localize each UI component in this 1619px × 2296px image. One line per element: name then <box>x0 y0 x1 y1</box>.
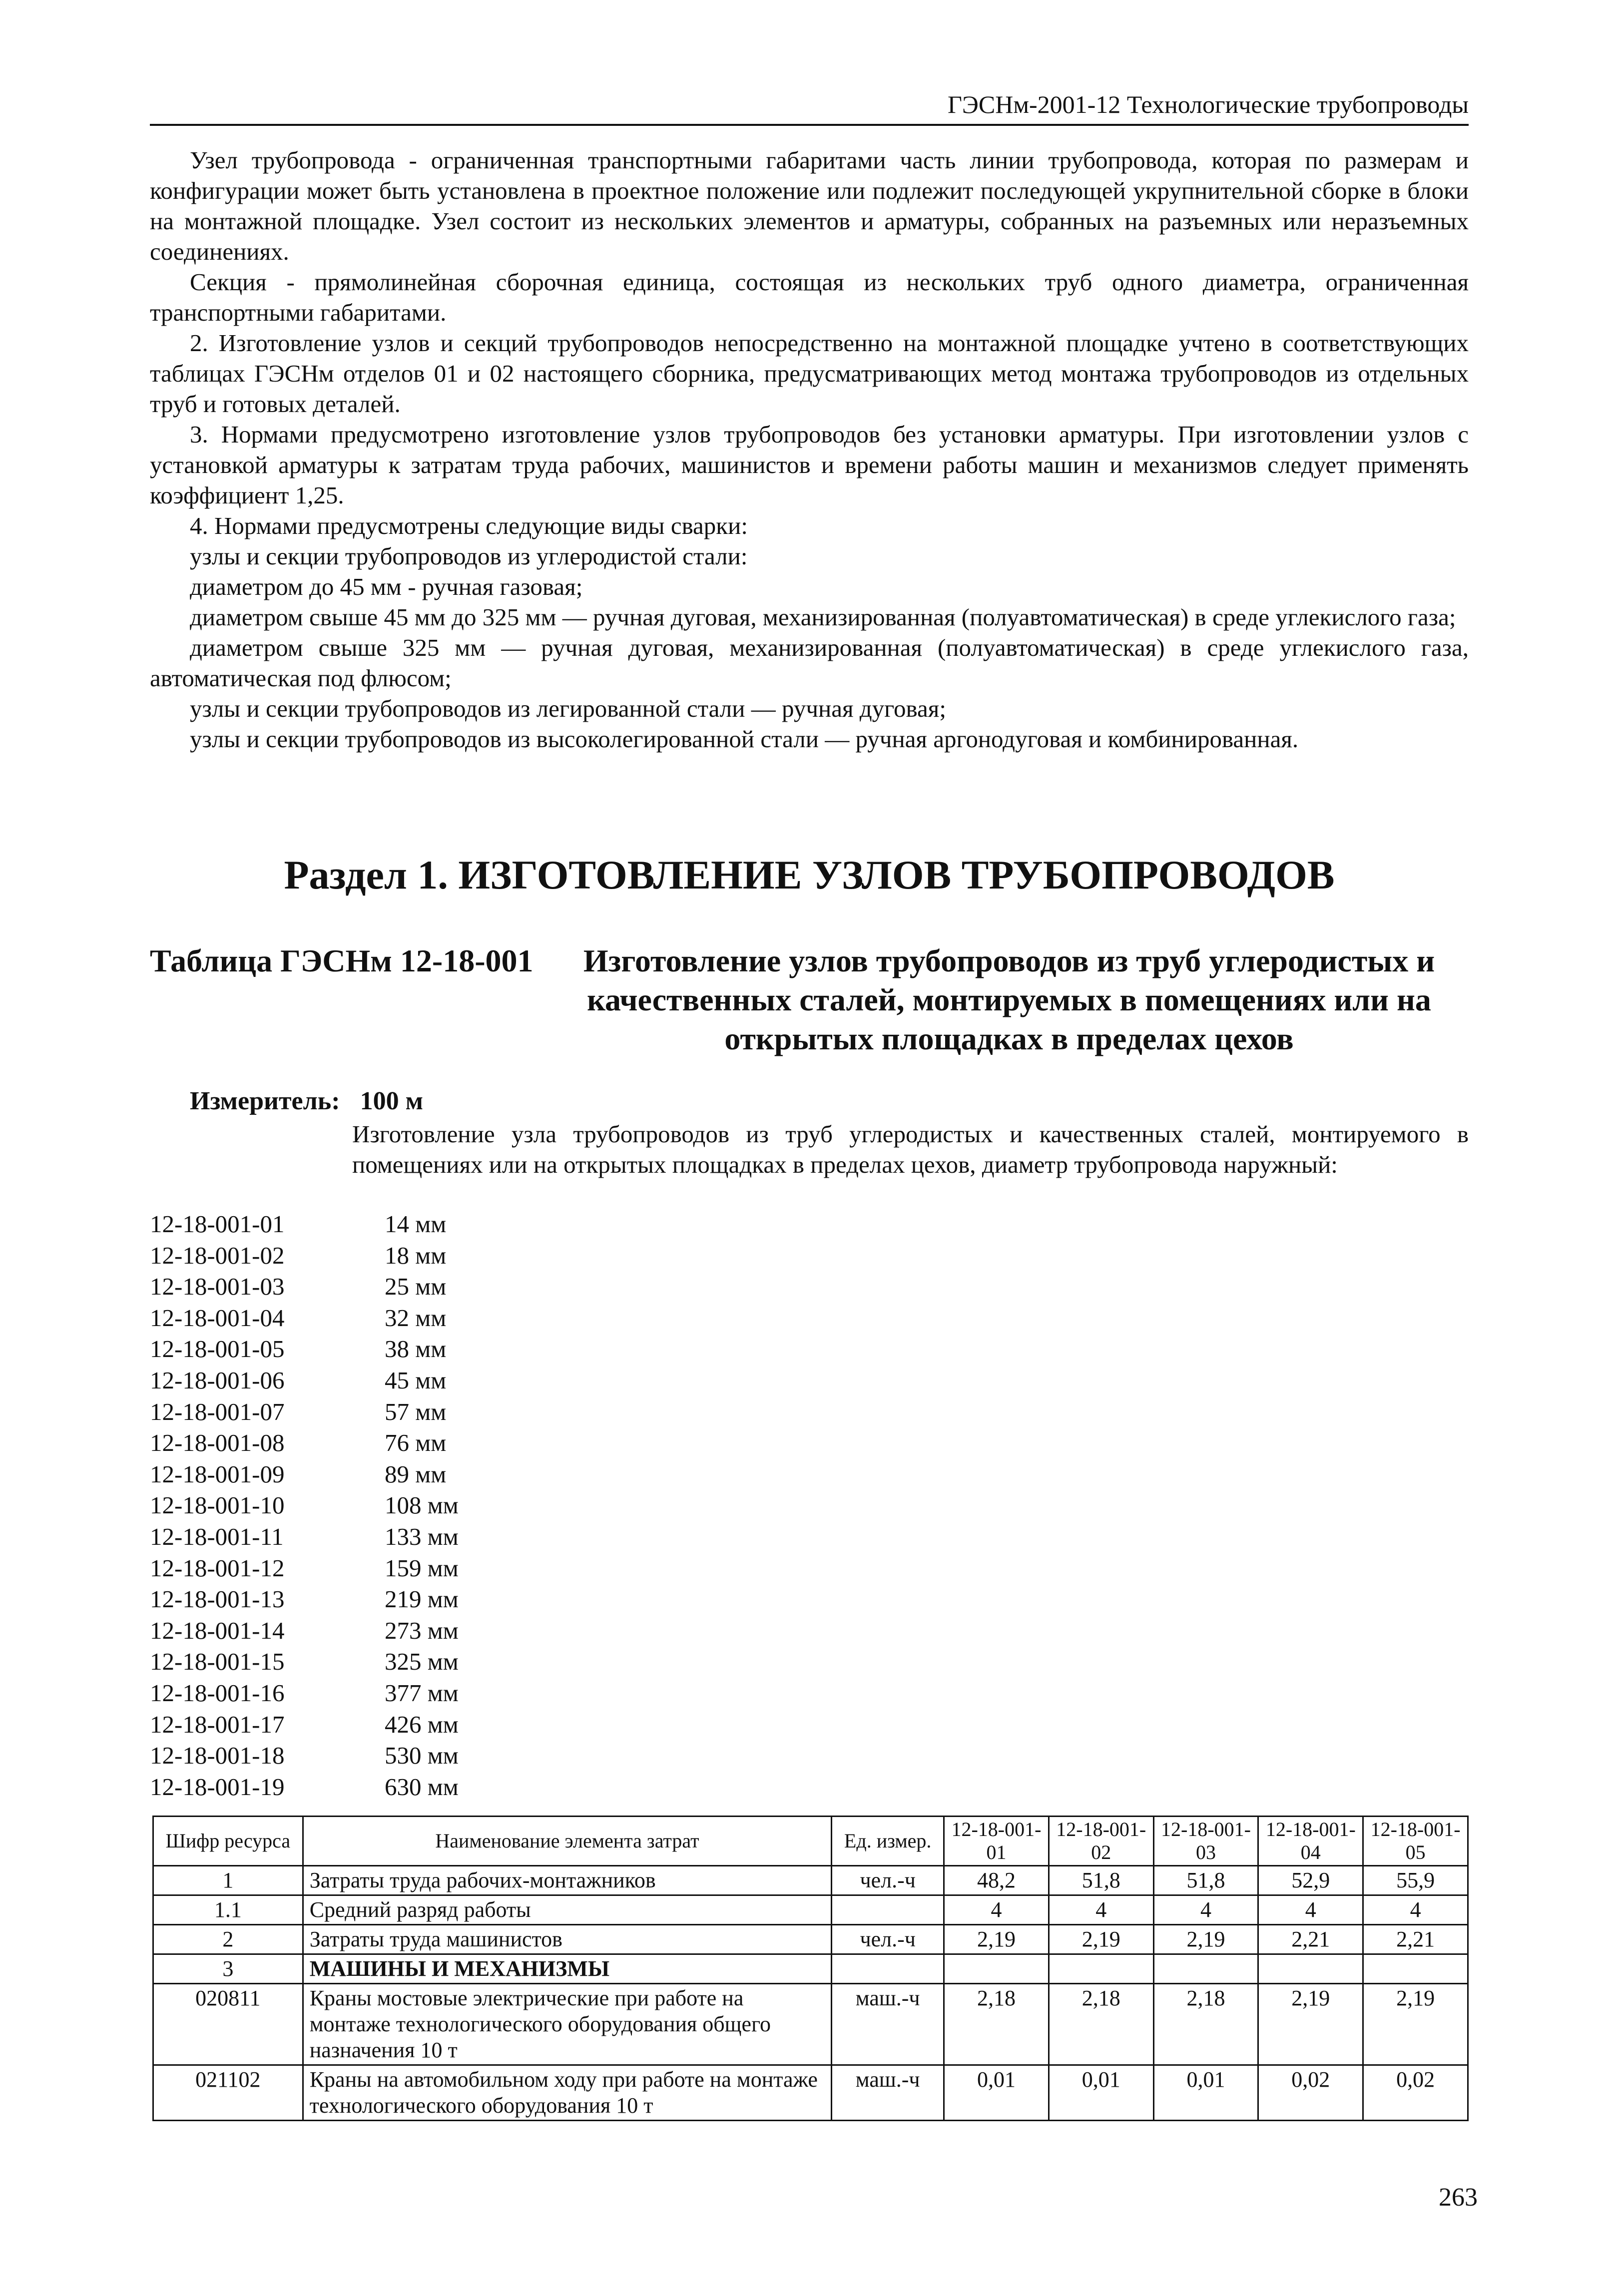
table-row <box>153 1984 1468 2065</box>
code-diameter: 57 мм <box>385 1397 447 1425</box>
cell-value: 2,19 <box>1258 1984 1363 2065</box>
table-row <box>153 1866 1468 1895</box>
header-title: ГЭСНм-2001-12 Технологические трубопроводы <box>947 90 1469 118</box>
code-diameter: 14 мм <box>385 1210 447 1238</box>
code-diameter: 32 мм <box>385 1304 447 1332</box>
code-row <box>150 1209 459 1240</box>
code-id: 12-18-001-10 <box>150 1491 285 1519</box>
code-row <box>150 1271 459 1303</box>
cell-value <box>944 1954 1049 1984</box>
cell-name: Краны на автомобильном ходу при работе на монтаже технологического оборудования 10 т <box>303 2065 832 2121</box>
cell-value: 4 <box>1258 1895 1363 1925</box>
code-diameter: 426 мм <box>385 1710 459 1738</box>
cell-unit <box>832 1954 944 1984</box>
code-diameter: 108 мм <box>385 1491 459 1519</box>
code-row <box>150 1584 459 1615</box>
code-diameter: 273 мм <box>385 1616 459 1644</box>
code-row <box>150 1459 459 1490</box>
table-title-line: качественных сталей, монтируемых в помещениях или на <box>587 982 1431 1017</box>
cell-value: 4 <box>1363 1895 1468 1925</box>
cell-code: 2 <box>153 1925 303 1954</box>
cell-name: Средний разряд работы <box>303 1895 832 1925</box>
code-list <box>150 1209 459 1803</box>
code-diameter: 45 мм <box>385 1366 447 1394</box>
code-row <box>150 1240 459 1272</box>
cell-value: 2,19 <box>1153 1925 1258 1954</box>
measure-value: 100 м <box>360 1087 424 1115</box>
cell-code: 1.1 <box>153 1895 303 1925</box>
cell-code: 020811 <box>153 1984 303 2065</box>
code-id: 12-18-001-02 <box>150 1241 285 1269</box>
table-row <box>153 1895 1468 1925</box>
table-title-line: открытых площадках в пределах цехов <box>724 1021 1294 1056</box>
paragraph: узлы и секции трубопроводов из легированной стали — ручная дуговая; <box>190 695 946 722</box>
header-col: 12-18-001-05 <box>1363 1817 1468 1866</box>
paragraph: 4. Нормами предусмотрены следующие виды сварки: <box>190 512 748 539</box>
page-number: 263 <box>1439 2183 1478 2212</box>
code-id: 12-18-001-06 <box>150 1366 285 1394</box>
header-col: 12-18-001-04 <box>1258 1817 1363 1866</box>
paragraph: 3. Нормами предусмотрено изготовление узлов трубопроводов без установки арматуры. При изготовлении узлов с установкой арматуры к затратам труда рабочих, машинистов и времени работы машин и механизмов следует применять коэффициент 1,25. <box>150 421 1469 509</box>
code-id: 12-18-001-11 <box>150 1522 284 1550</box>
code-id: 12-18-001-03 <box>150 1273 285 1301</box>
code-diameter: 159 мм <box>385 1554 459 1582</box>
cell-value: 2,18 <box>944 1984 1049 2065</box>
code-id: 12-18-001-07 <box>150 1397 285 1425</box>
code-diameter: 219 мм <box>385 1585 459 1613</box>
code-diameter: 76 мм <box>385 1429 447 1457</box>
cell-value: 51,8 <box>1049 1866 1153 1895</box>
code-diameter: 630 мм <box>385 1773 459 1801</box>
table-row <box>153 2065 1468 2121</box>
cell-name: Краны мостовые электрические при работе на монтаже технологического оборудования общего назначения 10 т <box>303 1984 832 2065</box>
code-id: 12-18-001-19 <box>150 1773 285 1801</box>
code-id: 12-18-001-16 <box>150 1679 285 1707</box>
code-diameter: 18 мм <box>385 1241 447 1269</box>
work-description: Изготовление узла трубопроводов из труб углеродистых и качественных сталей, монтируемого в помещениях или на открытых площадках в пределах цехов, диаметр трубопровода наружный: <box>352 1120 1469 1178</box>
code-id: 12-18-001-04 <box>150 1304 285 1332</box>
code-row <box>150 1490 459 1521</box>
cell-value: 4 <box>1153 1895 1258 1925</box>
cell-name: Затраты труда машинистов <box>303 1925 832 1954</box>
paragraph: узлы и секции трубопроводов из высоколегированной стали — ручная аргонодуговая и комбинированная. <box>190 725 1299 753</box>
cell-value: 2,19 <box>944 1925 1049 1954</box>
table-row <box>153 1954 1468 1984</box>
cell-value: 2,18 <box>1049 1984 1153 2065</box>
cell-value: 0,02 <box>1363 2065 1468 2121</box>
table-title-prefix: Таблица ГЭСНм 12-18-001 <box>150 943 534 978</box>
code-id: 12-18-001-17 <box>150 1710 285 1738</box>
running-header <box>150 90 1469 126</box>
code-row <box>150 1553 459 1584</box>
code-row <box>150 1521 459 1553</box>
paragraph: узлы и секции трубопроводов из углеродистой стали: <box>190 542 748 570</box>
code-id: 12-18-001-01 <box>150 1210 285 1238</box>
cell-value: 0,01 <box>944 2065 1049 2121</box>
cell-name: МАШИНЫ И МЕХАНИЗМЫ <box>303 1954 832 1984</box>
code-diameter: 377 мм <box>385 1679 459 1707</box>
header-code: Шифр ресурса <box>153 1817 303 1866</box>
code-id: 12-18-001-12 <box>150 1554 285 1582</box>
table-row <box>153 1925 1468 1954</box>
cell-value: 4 <box>944 1895 1049 1925</box>
cell-value <box>1153 1954 1258 1984</box>
cell-value <box>1049 1954 1153 1984</box>
code-row <box>150 1678 459 1709</box>
code-id: 12-18-001-05 <box>150 1335 285 1363</box>
code-row <box>150 1615 459 1647</box>
code-id: 12-18-001-15 <box>150 1648 285 1676</box>
code-id: 12-18-001-14 <box>150 1616 285 1644</box>
cell-unit: маш.-ч <box>832 1984 944 2065</box>
header-unit: Ед. измер. <box>832 1817 944 1866</box>
measure-unit <box>190 1086 423 1116</box>
code-row <box>150 1396 459 1428</box>
cell-value: 2,18 <box>1153 1984 1258 2065</box>
cell-value: 51,8 <box>1153 1866 1258 1895</box>
cell-value: 2,19 <box>1049 1925 1153 1954</box>
cell-code: 1 <box>153 1866 303 1895</box>
cell-value <box>1363 1954 1468 1984</box>
code-diameter: 38 мм <box>385 1335 447 1363</box>
cell-name: Затраты труда рабочих-монтажников <box>303 1866 832 1895</box>
code-row <box>150 1646 459 1678</box>
code-diameter: 530 мм <box>385 1742 459 1770</box>
cell-value: 0,02 <box>1258 2065 1363 2121</box>
cell-code: 3 <box>153 1954 303 1984</box>
code-row <box>150 1772 459 1803</box>
code-diameter: 325 мм <box>385 1648 459 1676</box>
code-id: 12-18-001-18 <box>150 1742 285 1770</box>
code-diameter: 133 мм <box>385 1522 459 1550</box>
cell-value <box>1258 1954 1363 1984</box>
cell-value: 48,2 <box>944 1866 1049 1895</box>
cell-unit: чел.-ч <box>832 1925 944 1954</box>
body-text <box>150 145 1469 754</box>
paragraph: Секция - прямолинейная сборочная единица, состоящая из нескольких труб одного диаметра, ограниченная транспортными габаритами. <box>150 268 1469 326</box>
cell-value: 2,19 <box>1363 1984 1468 2065</box>
cell-unit: чел.-ч <box>832 1866 944 1895</box>
cell-unit: маш.-ч <box>832 2065 944 2121</box>
header-name: Наименование элемента затрат <box>303 1817 832 1866</box>
cell-value: 4 <box>1049 1895 1153 1925</box>
code-id: 12-18-001-09 <box>150 1460 285 1488</box>
cell-unit <box>832 1895 944 1925</box>
table-title-body <box>549 941 1469 1058</box>
code-row <box>150 1365 459 1396</box>
paragraph: диаметром свыше 45 мм до 325 мм — ручная дуговая, механизированная (полуавтоматическая) в среде углекислого газа; <box>190 603 1456 631</box>
code-row <box>150 1334 459 1365</box>
code-row <box>150 1709 459 1741</box>
cell-value: 2,21 <box>1258 1925 1363 1954</box>
paragraph: 2. Изготовление узлов и секций трубопроводов непосредственно на монтажной площадке учтено в соответствующих таблицах ГЭСНм отделов 01 и 02 настоящего сборника, предусматривающих метод монтажа трубопроводов из отдельных труб и готовых деталей. <box>150 329 1469 418</box>
section-title: Раздел 1. ИЗГОТОВЛЕНИЕ УЗЛОВ ТРУБОПРОВОДОВ <box>284 852 1335 898</box>
cell-value: 2,21 <box>1363 1925 1468 1954</box>
paragraph: диаметром до 45 мм - ручная газовая; <box>190 573 583 600</box>
cell-value: 0,01 <box>1153 2065 1258 2121</box>
cell-value: 52,9 <box>1258 1866 1363 1895</box>
code-id: 12-18-001-13 <box>150 1585 285 1613</box>
table-title-line: Изготовление узлов трубопроводов из труб углеродистых и <box>583 943 1435 978</box>
code-row <box>150 1427 459 1459</box>
code-diameter: 25 мм <box>385 1273 447 1301</box>
code-row <box>150 1303 459 1334</box>
code-row <box>150 1740 459 1772</box>
cell-code: 021102 <box>153 2065 303 2121</box>
header-col: 12-18-001-01 <box>944 1817 1049 1866</box>
code-id: 12-18-001-08 <box>150 1429 285 1457</box>
resource-table <box>152 1816 1469 2121</box>
header-col: 12-18-001-03 <box>1153 1817 1258 1866</box>
cell-value: 0,01 <box>1049 2065 1153 2121</box>
measure-label: Измеритель: <box>190 1087 340 1115</box>
cell-value: 55,9 <box>1363 1866 1468 1895</box>
header-col: 12-18-001-02 <box>1049 1817 1153 1866</box>
code-diameter: 89 мм <box>385 1460 447 1488</box>
paragraph: Узел трубопровода - ограниченная транспортными габаритами часть линии трубопровода, которая по размерам и конфигурации может быть установлена в проектное положение или подлежит последующей укрупнительной сборке в блоки на монтажной площадке. Узел состоит из нескольких элементов и арматуры, собранных на разъемных или неразъемных соединениях. <box>150 146 1469 265</box>
table-header-row <box>153 1817 1468 1866</box>
paragraph: диаметром свыше 325 мм — ручная дуговая, механизированная (полуавтоматическая) в среде углекислого газа, автоматическая под флюсом; <box>150 634 1469 692</box>
